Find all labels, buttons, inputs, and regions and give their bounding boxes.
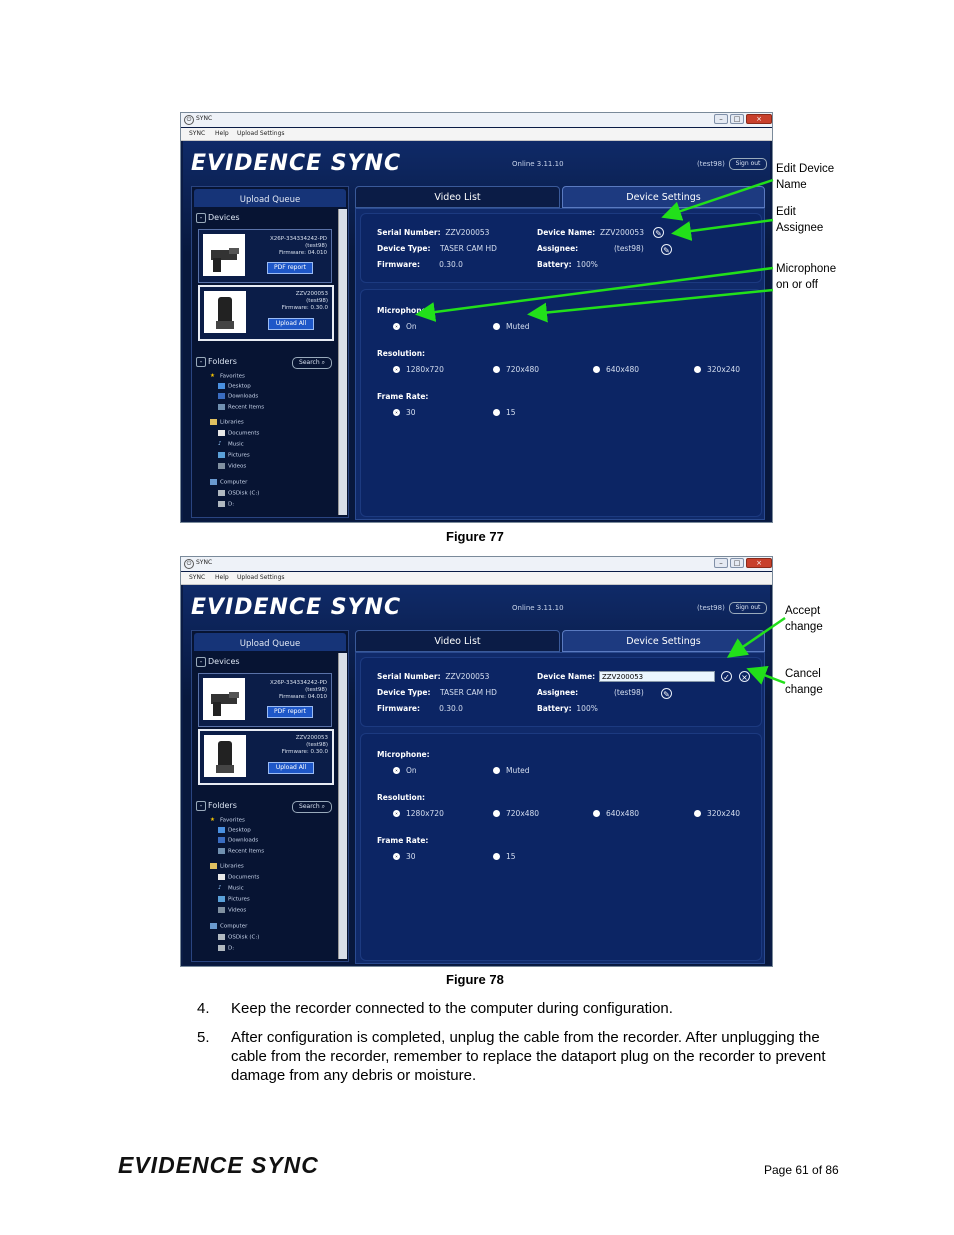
sign-out-button[interactable]: Sign out xyxy=(729,158,767,170)
tree-item-music[interactable]: ♪ Music xyxy=(218,441,244,448)
tab-video-list[interactable]: Video List xyxy=(355,630,560,652)
assignee-field: Assignee: (test98) xyxy=(537,244,644,253)
callout-edit-assignee: Edit Assignee xyxy=(776,206,824,234)
battery-field: Battery: 100% xyxy=(537,704,598,713)
minimize-button[interactable]: – xyxy=(714,114,728,124)
search-button[interactable]: Search ⌕ xyxy=(292,801,332,813)
collapse-icon[interactable]: - xyxy=(196,357,206,367)
music-icon: ♪ xyxy=(218,885,222,891)
tree-item-favorites[interactable]: ★ Favorites xyxy=(210,817,245,824)
sync-logo-icon: ⏻ xyxy=(184,559,194,569)
folders-header[interactable]: - Folders xyxy=(196,357,332,369)
frame-rate-30-radio[interactable]: 30 xyxy=(393,852,416,861)
menu-help[interactable]: Help xyxy=(215,574,229,581)
device-owner: (test98) xyxy=(306,742,328,748)
frame-rate-label: Frame Rate: xyxy=(377,392,429,401)
frame-rate-15-radio[interactable]: 15 xyxy=(493,852,516,861)
tree-item-videos[interactable]: Videos xyxy=(218,463,246,470)
tree-item-music[interactable]: ♪ Music xyxy=(218,885,244,892)
menu-upload-settings[interactable]: Upload Settings xyxy=(237,130,285,137)
microphone-on-radio[interactable]: On xyxy=(393,322,417,331)
close-button[interactable]: × xyxy=(746,558,772,568)
resolution-720-radio[interactable]: 720x480 xyxy=(493,809,539,818)
online-version: Online 3.11.10 xyxy=(512,160,564,168)
devices-header[interactable]: - Devices xyxy=(196,213,332,225)
resolution-720-radio[interactable]: 720x480 xyxy=(493,365,539,374)
serial-number-field: Serial Number: ZZV200053 xyxy=(377,672,490,681)
resolution-label: Resolution: xyxy=(377,349,426,358)
tree-item-libraries[interactable]: Libraries xyxy=(210,419,244,426)
device-name-field: Device Name: ZZV200053 xyxy=(537,228,644,237)
firmware-field: Firmware: 0.30.0 xyxy=(377,260,463,269)
device-firmware: Firmware: 04.010 xyxy=(278,250,327,256)
collapse-icon[interactable]: - xyxy=(196,801,206,811)
collapse-icon[interactable]: - xyxy=(196,657,206,667)
callout-edit-device-name: Edit Device Name xyxy=(776,163,835,191)
close-button[interactable]: × xyxy=(746,114,772,124)
music-icon: ♪ xyxy=(218,441,222,447)
firmware-field: Firmware: 0.30.0 xyxy=(377,704,463,713)
maximize-button[interactable]: □ xyxy=(730,114,744,124)
resolution-1280-radio[interactable]: 1280x720 xyxy=(393,365,444,374)
cancel-x-icon[interactable]: × xyxy=(739,671,750,682)
upload-queue-header[interactable]: Upload Queue xyxy=(194,633,346,651)
pdf-report-button[interactable]: PDF report xyxy=(267,706,313,718)
search-icon: ⌕ xyxy=(321,359,325,366)
star-icon: ★ xyxy=(210,373,215,379)
star-icon: ★ xyxy=(210,817,215,823)
tree-item-documents[interactable]: Documents xyxy=(218,874,259,881)
tree-item-desktop[interactable]: Desktop xyxy=(218,827,251,834)
search-icon: ⌕ xyxy=(321,803,325,810)
pdf-report-button[interactable]: PDF report xyxy=(267,262,313,274)
tree-item-downloads[interactable]: Downloads xyxy=(218,393,258,400)
brand-logo: EVIDENCE SYNC xyxy=(191,151,402,176)
sync-logo-icon: ⏻ xyxy=(184,115,194,125)
frame-rate-15-radio[interactable]: 15 xyxy=(493,408,516,417)
upload-all-button[interactable]: Upload All xyxy=(268,762,314,774)
tree-item-pictures[interactable]: Pictures xyxy=(218,452,250,459)
callout-accept-change: Accept change xyxy=(785,605,823,633)
arrow-cancel xyxy=(751,670,785,683)
arrow-edit-assignee xyxy=(676,220,773,233)
edit-assignee-icon[interactable]: ✎ xyxy=(661,244,672,255)
figure-78-caption: Figure 78 xyxy=(446,972,504,987)
tree-item-pictures[interactable]: Pictures xyxy=(218,896,250,903)
search-button[interactable]: Search ⌕ xyxy=(292,357,332,369)
tree-item-desktop[interactable]: Desktop xyxy=(218,383,251,390)
figure-77-caption: Figure 77 xyxy=(446,529,504,544)
brand-logo: EVIDENCE SYNC xyxy=(191,595,402,620)
resolution-320-radio[interactable]: 320x240 xyxy=(694,365,740,374)
device-name-input[interactable]: ZZV200053 xyxy=(599,671,715,682)
resolution-1280-radio[interactable]: 1280x720 xyxy=(393,809,444,818)
microphone-label: Microphone: xyxy=(377,750,430,759)
arrow-edit-name xyxy=(666,180,773,216)
microphone-muted-radio[interactable]: Muted xyxy=(493,766,530,775)
device-model: X26P-334334242-PD xyxy=(270,236,327,242)
tab-device-settings[interactable]: Device Settings xyxy=(562,630,765,652)
step-4: 4. Keep the recorder connected to the computer during configuration. xyxy=(197,1000,673,1017)
frame-rate-30-radio[interactable]: 30 xyxy=(393,408,416,417)
online-version: Online 3.11.10 xyxy=(512,604,564,612)
tree-item-recent[interactable]: Recent Items xyxy=(218,404,264,411)
battery-field: Battery: 100% xyxy=(537,260,598,269)
resolution-640-radio[interactable]: 640x480 xyxy=(593,809,639,818)
upload-all-button[interactable]: Upload All xyxy=(268,318,314,330)
folders-header[interactable]: - Folders xyxy=(196,801,332,813)
minimize-button[interactable]: – xyxy=(714,558,728,568)
user-name: (test98) xyxy=(697,604,725,612)
window-title: SYNC xyxy=(196,115,213,122)
device-model: ZZV200053 xyxy=(295,735,328,741)
page-number: Page 61 of 86 xyxy=(764,1163,839,1177)
tree-item-osdisk[interactable]: OSDisk (C:) xyxy=(218,490,259,497)
device-firmware: Firmware: 0.30.0 xyxy=(281,305,328,311)
edit-device-name-icon[interactable]: ✎ xyxy=(653,227,664,238)
callout-cancel-change: Cancel change xyxy=(785,668,823,696)
accept-check-icon[interactable]: ✓ xyxy=(721,671,732,682)
devices-header[interactable]: - Devices xyxy=(196,657,332,669)
tree-item-libraries[interactable]: Libraries xyxy=(210,863,244,870)
device-owner: (test98) xyxy=(305,687,327,693)
tree-item-d[interactable]: D: xyxy=(218,501,234,508)
resolution-label: Resolution: xyxy=(377,793,426,802)
serial-number-field: Serial Number: ZZV200053 xyxy=(377,228,490,237)
menu-sync[interactable]: SYNC xyxy=(189,130,206,137)
step-5: 5. After configuration is completed, unplug the cable from the recorder. After unplugging the cable from the recorder, remember to replace the dataport plug on the recorder to prevent damage from any debris or moisture. xyxy=(197,1029,826,1084)
edit-assignee-icon[interactable]: ✎ xyxy=(661,688,672,699)
device-model: X26P-334334242-PD xyxy=(270,680,327,686)
device-name-field: Device Name: xyxy=(537,672,596,681)
collapse-icon[interactable]: - xyxy=(196,213,206,223)
assignee-field: Assignee: (test98) xyxy=(537,688,644,697)
device-type-field: Device Type: TASER CAM HD xyxy=(377,688,497,697)
resolution-320-radio[interactable]: 320x240 xyxy=(694,809,740,818)
maximize-button[interactable]: □ xyxy=(730,558,744,568)
user-name: (test98) xyxy=(697,160,725,168)
menu-upload-settings[interactable]: Upload Settings xyxy=(237,574,285,581)
device-name-value: ZZV200053 xyxy=(599,228,644,237)
tree-item-computer[interactable]: Computer xyxy=(210,479,247,486)
menu-help[interactable]: Help xyxy=(215,130,229,137)
tab-device-settings[interactable]: Device Settings xyxy=(562,186,765,208)
resolution-640-radio[interactable]: 640x480 xyxy=(593,365,639,374)
microphone-label: Microphone: xyxy=(377,306,430,315)
tree-item-computer[interactable]: Computer xyxy=(210,923,247,930)
sign-out-button[interactable]: Sign out xyxy=(729,602,767,614)
callout-microphone: Microphone on or off xyxy=(776,263,837,291)
tab-video-list[interactable]: Video List xyxy=(355,186,560,208)
device-firmware: Firmware: 0.30.0 xyxy=(281,749,328,755)
tree-item-osdisk[interactable]: OSDisk (C:) xyxy=(218,934,259,941)
microphone-on-radio[interactable]: On xyxy=(393,766,417,775)
arrow-accept xyxy=(731,618,785,655)
tree-item-documents[interactable]: Documents xyxy=(218,430,259,437)
device-type-field: Device Type: TASER CAM HD xyxy=(377,244,497,253)
tree-item-recent[interactable]: Recent Items xyxy=(218,848,264,855)
tree-item-d[interactable]: D: xyxy=(218,945,234,952)
footer-logo: EVIDENCE SYNC xyxy=(118,1152,319,1178)
microphone-muted-radio[interactable]: Muted xyxy=(493,322,530,331)
device-owner: (test98) xyxy=(305,243,327,249)
device-owner: (test98) xyxy=(306,298,328,304)
device-model: ZZV200053 xyxy=(295,291,328,297)
tree-item-favorites[interactable]: ★ Favorites xyxy=(210,373,245,380)
device-firmware: Firmware: 04.010 xyxy=(278,694,327,700)
tree-item-videos[interactable]: Videos xyxy=(218,907,246,914)
upload-queue-header[interactable]: Upload Queue xyxy=(194,189,346,207)
window-title: SYNC xyxy=(196,559,213,566)
menu-sync[interactable]: SYNC xyxy=(189,574,206,581)
frame-rate-label: Frame Rate: xyxy=(377,836,429,845)
tree-item-downloads[interactable]: Downloads xyxy=(218,837,258,844)
